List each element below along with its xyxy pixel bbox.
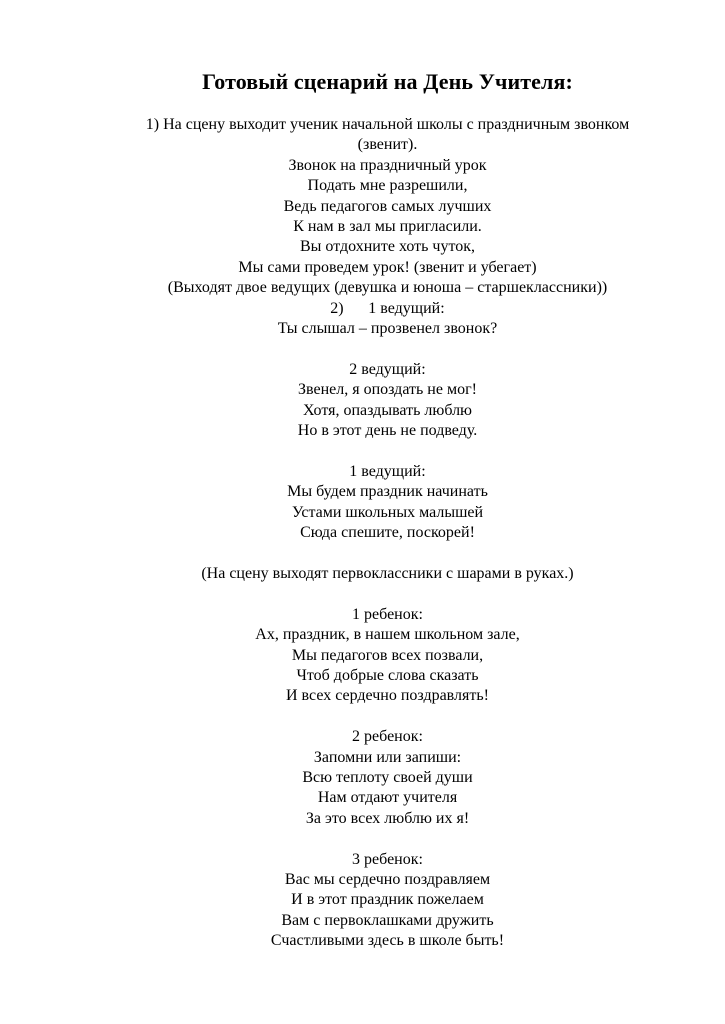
verse-line: Запомни или запиши: bbox=[313, 748, 462, 766]
speaker-label: 2 ведущий: bbox=[349, 360, 426, 378]
blank-line bbox=[0, 441, 725, 461]
stage-direction-line: 1) На сцену выходит ученик начальной школы с праздничным звонком bbox=[145, 116, 630, 133]
verse-line: Ведь педагогов самых лучших bbox=[283, 197, 492, 215]
numbered-speaker-line bbox=[0, 299, 725, 319]
verse-line: Мы сами проведем урок! (звенит и убегает) bbox=[238, 258, 537, 276]
verse-line: Ах, праздник, в нашем школьном зале, bbox=[255, 626, 520, 644]
item-number: 2) bbox=[330, 299, 344, 317]
speaker-label: 3 ребенок: bbox=[352, 850, 423, 868]
verse-line: Чтоб добрые слова сказать bbox=[296, 666, 479, 684]
verse-line: Звонок на праздничный урок bbox=[288, 156, 487, 174]
verse-line: Счастливыми здесь в школе быть! bbox=[270, 932, 505, 950]
stage-direction-line: (Выходят двое ведущих (девушка и юноша – старшеклассники)) bbox=[167, 279, 608, 297]
blank-line bbox=[0, 339, 725, 359]
page-title: Готовый сценарий на День Учителя: bbox=[202, 69, 573, 94]
verse-line: Всю теплоту своей души bbox=[302, 768, 473, 786]
verse-line: И в этот праздник пожелаем bbox=[291, 891, 484, 909]
speaker-label: 2 ребенок: bbox=[352, 728, 423, 746]
blank-line bbox=[0, 707, 725, 727]
speaker-label: 1 ребенок: bbox=[352, 605, 423, 623]
blank-line bbox=[0, 544, 725, 564]
stage-direction-line: (звенит). bbox=[357, 136, 418, 154]
speaker-label: 1 ведущий: bbox=[349, 462, 426, 480]
verse-line: Сюда спешите, поскорей! bbox=[300, 524, 475, 542]
speaker-label: 1 ведущий: bbox=[368, 299, 445, 317]
verse-line: Но в этот день не подведу. bbox=[297, 422, 478, 440]
verse-line: Мы педагогов всех позвали, bbox=[291, 646, 484, 664]
verse-line: И всех сердечно поздравлять! bbox=[286, 687, 489, 705]
verse-line: К нам в зал мы пригласили. bbox=[293, 218, 482, 236]
verse-line: Ты слышал – прозвенел звонок? bbox=[277, 320, 498, 338]
verse-line: Мы будем праздник начинать bbox=[287, 483, 488, 501]
verse-line: Звенел, я опоздать не мог! bbox=[298, 381, 477, 399]
script-body bbox=[0, 115, 725, 952]
stage-direction-line: (На сцену выходят первоклассники с шарами в руках.) bbox=[201, 564, 574, 582]
verse-line: Вам с первоклашками дружить bbox=[281, 911, 494, 929]
verse-line: За это всех люблю их я! bbox=[305, 809, 470, 827]
verse-line: Вы отдохните хоть чуток, bbox=[299, 238, 476, 256]
verse-line: Нам отдают учителя bbox=[317, 789, 458, 807]
verse-line: Подать мне разрешили, bbox=[307, 177, 468, 195]
verse-line: Вас мы сердечно поздравляем bbox=[284, 870, 491, 888]
verse-line: Хотя, опаздывать люблю bbox=[303, 401, 472, 419]
blank-line bbox=[0, 829, 725, 849]
blank-line bbox=[0, 584, 725, 604]
verse-line: Устами школьных малышей bbox=[291, 503, 484, 521]
